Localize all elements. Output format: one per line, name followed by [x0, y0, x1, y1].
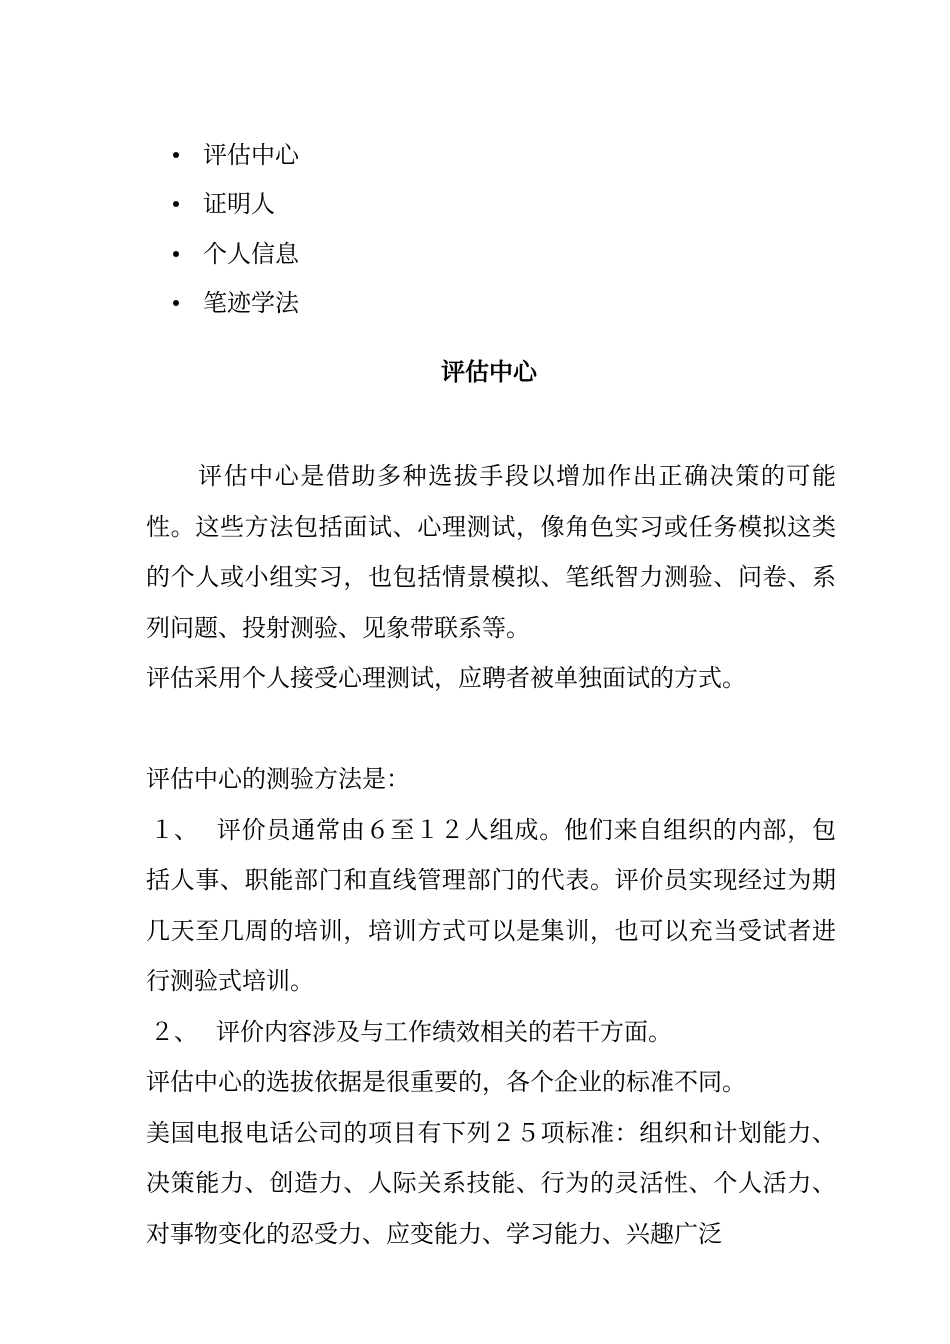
att-standards-paragraph: 美国电报电话公司的项目有下列２５项标准：组织和计划能力、决策能力、创造力、人际关系技能、行为的灵活性、个人活力、对事物变化的忍受力、应变能力、学习能力、兴趣广泛 [146, 1118, 836, 1248]
item-text: 评价内容涉及与工作绩效相关的若干方面。 [216, 1017, 672, 1046]
numbered-item-2 [146, 1007, 836, 1058]
bullet-dot-icon [173, 152, 179, 158]
item-text: 评价员通常由６至１２人组成。他们来自组织的内部，包括人事、职能部门和直线管理部门的代表。评价员实现经过为期几天至几周的培训，培训方式可以是集训，也可以充当受试者进行测验式培训。 [146, 815, 836, 995]
bullet-label: 笔迹学法 [203, 289, 299, 318]
bullet-item [165, 180, 299, 230]
bullet-item [165, 229, 299, 279]
assessment-method-paragraph: 评估采用个人接受心理测试，应聘者被单独面试的方式。 [146, 664, 746, 692]
blank-line [146, 704, 836, 755]
body-text [146, 451, 836, 1259]
item-number: １、 [150, 815, 198, 844]
bullet-dot-icon [173, 300, 179, 306]
bullet-label: 证明人 [203, 190, 275, 219]
bullet-item [165, 130, 299, 180]
test-methods-heading: 评估中心的测验方法是： [146, 765, 410, 793]
selection-basis-paragraph: 评估中心的选拔依据是很重要的，各个企业的标准不同。 [146, 1068, 746, 1096]
item-number: ２、 [150, 1017, 198, 1046]
section-title: 评估中心 [441, 357, 537, 386]
bullet-list [165, 130, 299, 328]
numbered-item-1 [146, 805, 836, 1007]
bullet-item [165, 279, 299, 329]
intro-paragraph: 评估中心是借助多种选拔手段以增加作出正确决策的可能性。这些方法包括面试、心理测试，像角色实习或任务模拟这类的个人或小组实习，也包括情景模拟、笔纸智力测验、问卷、系列问题、投射测验、见象带联系等。 [146, 462, 836, 642]
bullet-label: 评估中心 [203, 140, 299, 169]
bullet-dot-icon [173, 201, 179, 207]
bullet-dot-icon [173, 251, 179, 257]
bullet-label: 个人信息 [203, 239, 299, 268]
